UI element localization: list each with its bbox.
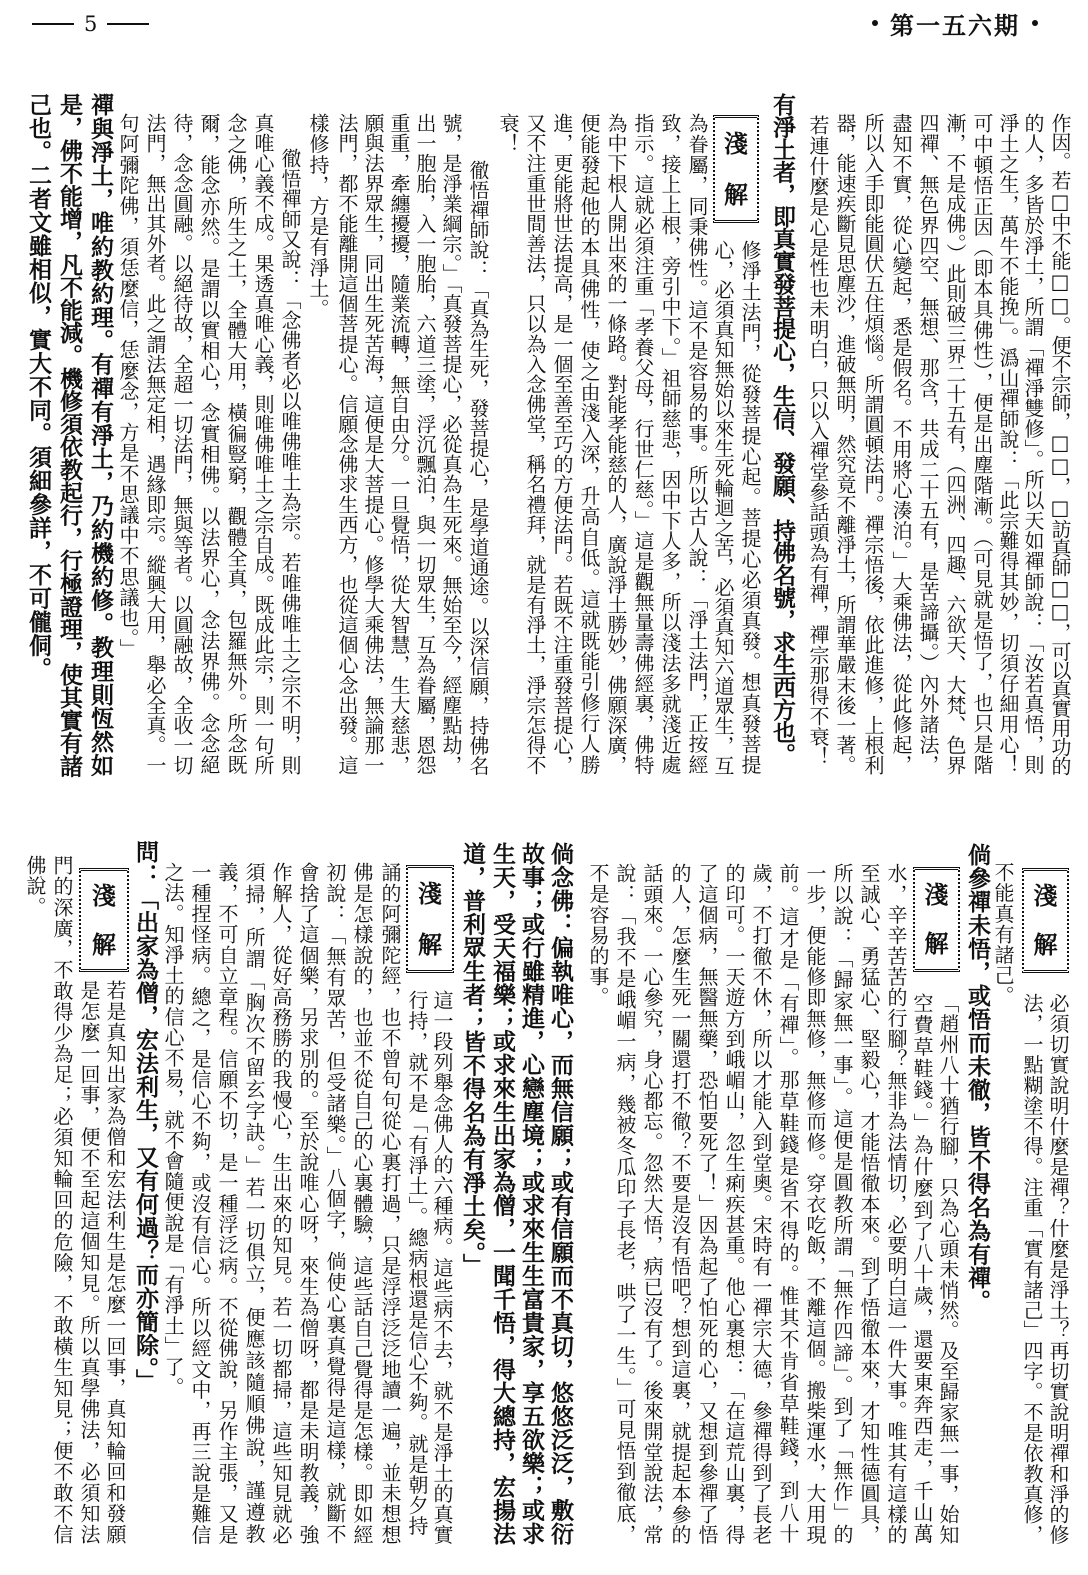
text-column: 的人，怎麼生死一關還打不徹？不要是沒有悟吧？想到這裏，就提起本參的: [668, 863, 692, 1545]
text-column: 所以說：「歸家無一事」。這便是圓教所謂「無作四諦」。到了「無作」的: [830, 863, 854, 1545]
issue-header: [872, 8, 1038, 38]
main-text-column: 道，普利眾生者；皆不得名為有淨土矣。」: [459, 842, 486, 1277]
text-column: 空費草鞋錢。」為什麼到了八十歲，還要東奔西走，千山萬: [910, 993, 934, 1545]
dash-rule: [32, 23, 74, 25]
text-column: 這一段列舉念佛人的六種病。這些病不去，就不是淨土的真實: [430, 990, 454, 1545]
text-column: 義，不可自立章程。信願不切，是一種浮泛病。不從佛說，另作主張，又是: [215, 862, 239, 1545]
qianjie-label-char: 解: [724, 179, 748, 209]
text-column: 誦的阿彌陀經，也不曾句句從心裏打過，只是浮浮泛泛地讀一遍，並未想想: [378, 862, 402, 1545]
text-column: 修淨土法門，從發菩提心起。菩提心必須真發。想真發菩提: [738, 240, 762, 775]
text-column: 願與法界眾生，同出生死苦海，這便是大菩提心。修學大乘佛法，無論那一: [361, 113, 385, 775]
qianjie-label-char: 淺: [1033, 880, 1058, 910]
text-column: 衰！: [496, 113, 520, 155]
text-column: 出一胞胎，入一胞胎，六道三塗，浮沉飄泊，與一切眾生，互為眷屬，恩怨: [413, 113, 437, 775]
qianjie-label-char: 淺: [418, 878, 442, 908]
text-column: 水，辛辛苦苦的行腳？無非為法情切，必要明白這一件大事。唯其有這樣的: [884, 863, 908, 1545]
main-text-column: 己也。二者文雖相似，實大不同。須細參詳，不可儱侗。: [25, 93, 52, 681]
text-column: 會捨了這個樂，另求別的。至於說唯心呀，來生為僧呀，都是未明教義，強: [296, 862, 320, 1545]
dash-rule: [107, 23, 149, 25]
qianjie-label-char: 解: [924, 929, 949, 959]
qianjie-label-box: [79, 868, 129, 972]
text-column: 便能發起他的本具佛性，使之由淺入深，升高自低。這就既能引修行人勝: [577, 113, 601, 775]
text-column: 的人，多皆於淨土，所謂「禪淨雙修」。所以天如禪師說：「汝若真悟，則: [1021, 113, 1045, 775]
text-column: 指示。這就必須注重「孝養父母，行世仁慈。」這是觀無量壽佛經裏，佛特: [631, 113, 655, 775]
text-column: 徹悟禪師說：「真為生死，發菩提心，是學道通途。以深信願，持佛名: [466, 160, 490, 776]
main-text-heading: 有淨土者，即真實發菩提心，生信、發願、持佛名號，求生西方也。: [769, 93, 796, 766]
text-column: 法，一點糊塗不得。注重「實有諸己」四字。不是依教真修，: [1020, 993, 1044, 1545]
main-text-column: 故事；或行雖精進，心戀塵境；或求來生生富貴家，享五欲樂；或求: [518, 842, 545, 1545]
text-column: 句阿彌陀佛，須恁麼信，恁麼念，方是不思議中不思議也。」: [116, 113, 140, 660]
text-column: 前。這才是「有禪」。那草鞋錢是省不得的。惟其不肯省草鞋錢，到八十: [776, 863, 800, 1545]
qianjie-label-box: [406, 865, 454, 973]
qianjie-label-box: [1022, 868, 1069, 973]
text-column: 徹悟禪師又說：「念佛者必以唯佛唯土為宗。若唯佛唯土之宗不明，則: [278, 148, 302, 775]
qianjie-label-char: 解: [92, 929, 116, 959]
page-number-header: [32, 10, 149, 38]
qianjie-label-char: 淺: [92, 880, 116, 910]
text-column: 重重，牽纏擾擾，隨業流轉，無自由分。一旦覺悟，從大智慧，生大慈悲，: [387, 113, 411, 775]
qianjie-label-box: [713, 115, 759, 223]
text-column: 了這個病，無醫無藥，恐怕要死了！」因為起了怕死的心，又想到參禪了悟: [695, 863, 719, 1545]
text-column: 若是真知出家為僧和宏法利生是怎麼一回事，真知輪回和發願: [103, 980, 127, 1545]
text-column: 為中下根人開出來的一條路。對能孝能慈的人，廣說淨土勝妙，佛願深廣，: [604, 113, 628, 775]
text-column: 法門，都不能離開這個菩提心。信願念佛求生西方，也從這個心念出發。這: [335, 113, 359, 775]
bullet-icon: [1032, 20, 1038, 26]
main-text-column: 是，佛不能增，凡不能減。機修須依教起行，行極證理，使其實有諸: [56, 93, 83, 778]
qianjie-label-char: 解: [418, 929, 442, 959]
text-column: 漸，不是成佛。）此則破三界二十五有，（四洲、四趣、六欲天、大梵、色界: [943, 113, 967, 775]
qianjie-label-char: 解: [1033, 930, 1058, 960]
text-column: 歲，不打徹不休，所以才能入到堂奧。宋時有一禪宗大德，參禪得到了長老: [749, 863, 773, 1545]
text-column: 行持，就不是「有淨土」。總病根還是信心不夠。就是朝夕持: [405, 990, 429, 1537]
text-column: 一種捏怪病。總之，是信心不夠，或沒有信心。所以經文中，再三說是難信: [188, 862, 212, 1545]
text-column: 話頭來。一心參究，身心都忘。忽然大悟，病已沒有了。後來開堂說法，常: [640, 863, 664, 1545]
text-column: 進，更能將世法提高，是一個至善至巧的方便法門。若既不注重發菩提心，: [550, 113, 574, 775]
text-column: 樣修持，方是有淨土。: [306, 113, 330, 319]
text-column: 心，必須真知無始以來生死輪迴之苦，必須真知六道眾生，互: [711, 240, 735, 776]
main-text-column: 禪與淨土，唯約教約理。有禪有淨土，乃約機約修。教理則恆然如: [87, 93, 114, 777]
text-column: 四禪、無色界四空、無想、那含，共成二十五有，是苦諦攝。）內外諸法，: [916, 113, 940, 775]
main-text-column: 倘念佛：偏執唯心，而無信願；或有信願而不真切，悠悠泛泛，敷衍: [547, 842, 574, 1545]
issue-number: 第一五六期: [890, 10, 1020, 40]
text-column: 所以入手即能圓伏五住煩惱。所謂圓頓法門。禪宗悟後，依此進修，上根利: [861, 113, 885, 775]
text-column: 可中頓悟正因（即本具佛性），便是出塵階漸。（可見就是悟了，也只是階: [970, 113, 994, 775]
text-column: 作因。若□中不能□□。便不宗師，□□，□訪真師□□，可以真實用功的: [1048, 113, 1072, 776]
text-column: 又不注重世間善法，只以為入念佛堂，稱名禮拜，就是有淨土，淨宗怎得不: [523, 113, 547, 775]
page-number: 5: [84, 12, 98, 36]
text-column: 不是容易的事。: [586, 863, 610, 1008]
text-column: 是怎麼一回事，便不至起這個知見。所以真學佛法，必須知法: [77, 980, 101, 1545]
text-column: 佛說。: [23, 855, 47, 917]
text-column: 真唯心義不成。果透真唯心義，則唯佛唯土之宗自成。既成此宗，則一句所: [251, 113, 275, 775]
text-column: 不能真有諸己。: [991, 862, 1015, 1007]
text-column: 佛是怎樣說的，也並不從自己的心裏體驗，這些話自己覺得是怎樣。即如經: [350, 862, 374, 1545]
qianjie-label-char: 淺: [724, 128, 748, 158]
text-column: 門的深廣，不敢得少為足；必須知輪回的危險，不敢橫生知見；便不敢不信: [50, 855, 74, 1545]
text-column: 至誠心、勇猛心、堅毅心，才能悟徹本來。到了悟徹本來，才知性德圓具，: [857, 863, 881, 1545]
text-column: 「趙州八十猶行腳，只為心頭未悄然。及至歸家無一事，始知: [936, 993, 960, 1545]
text-column: 必須切實說明什麼是禪？什麼是淨土？再切實說明禪和淨的修: [1046, 993, 1070, 1545]
qianjie-label-box: [913, 867, 960, 972]
text-column: 初說：「無有眾苦，但受諸樂。」八個字，倘使心裏真覺得是這樣，就斷不: [323, 862, 347, 1545]
main-text-heading: 倘參禪未悟，或悟而未徹，皆不得名為有禪。: [964, 843, 991, 1313]
text-column: 一步，便能修即無修，無修而修。穿衣吃飯，不離這個。搬柴運水，大用現: [803, 863, 827, 1545]
text-column: 號，是淨業綱宗。」「真發菩提心，必從真為生死來。無始至今，經塵點劫，: [439, 113, 463, 775]
text-column: 須掃，所謂「胸次不留玄字訣。」若一切俱立，便應該隨順佛說，謹遵教: [242, 862, 266, 1545]
text-column: 若連什麼是心是性也未明白，只以入禪堂參話頭為有禪，禪宗那得不衰！: [806, 115, 830, 767]
text-column: 為眷屬，同秉佛性。這不是容易的事。所以古人說：「淨土法門，正按經: [685, 113, 709, 775]
text-column: 法門，無出其外者。此之謂法無定相，遇緣即宗。縱興大用，舉必全真。一: [143, 113, 167, 775]
text-column: 的印可。一天遊方到峨嵋山，忽生痢疾甚重。他心裏想：「在這荒山裏，得: [722, 863, 746, 1545]
text-column: 致，接上上根，旁引中下。」祖師慈悲，因中下人多，所以淺法多就淺近處: [658, 113, 682, 775]
text-column: 作解人，從好高務勝的我慢心，生出來的知見。若一切都掃，這些知見就必: [269, 862, 293, 1545]
main-text-question: 問：「出家為僧，宏法利生，又有何過？而亦簡除。」: [132, 840, 159, 1393]
text-column: 念之佛，所生之土，全體大用，橫徧豎窮，觀體全真，包羅無外。所念既: [224, 113, 248, 775]
text-column: 淨土之生，萬牛不能挽」。潙山禪師說：「此宗難得其妙，切須仔細用心！: [996, 113, 1020, 775]
text-column: 爾，能念亦然。是謂以實相心，念實相佛。以法界心，念法界佛。念念絕: [197, 113, 221, 775]
text-column: 盡知不實，從心變起，悉是假名。不用將心湊泊。」大乘佛法，從此修起，: [889, 113, 913, 775]
text-column: 器，能速疾斷見思塵沙，進破無明，然究竟不離淨土，所謂華嚴末後一著。: [833, 113, 857, 775]
qianjie-label-char: 淺: [924, 879, 949, 909]
text-column: 說：「我不是峨嵋一病，幾被冬瓜印子長老，哄了一生。」可見悟到徹底，: [613, 863, 637, 1545]
bullet-icon: [872, 20, 878, 26]
text-column: 待，念念圓融。以絕待故，全超一切法門，無與等者。以圓融故，全收一切: [170, 113, 194, 775]
main-text-column: 生天，受天福樂；或求來生出家為僧，一聞千悟，得大總持，宏揚法: [489, 842, 516, 1545]
text-column: 之法。知淨土的信心不易，就不會隨便說是「有淨土」了。: [161, 862, 185, 1398]
